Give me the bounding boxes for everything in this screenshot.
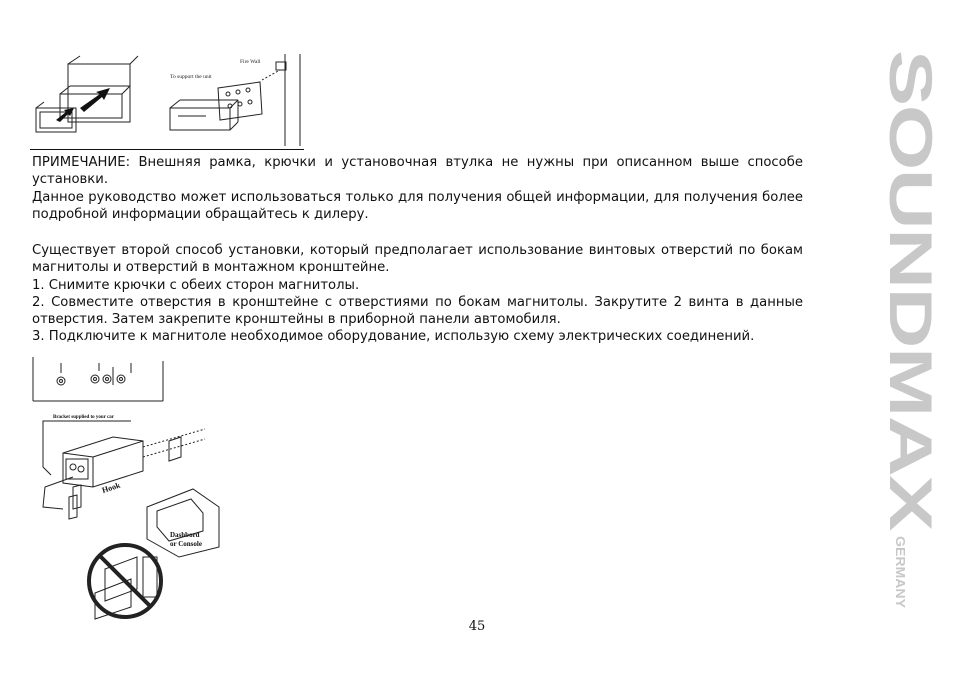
method2-section	[32, 242, 803, 346]
installation-figure-bottom	[33, 357, 218, 625]
figure-divider	[30, 149, 304, 150]
brand-name: SOUNDMAX	[877, 50, 944, 393]
guide-info-paragraph: Данное руководство может использоваться только для получения общей информации, для получения более подробной информации обращайтесь к дилеру.	[32, 190, 803, 223]
soundmax-logo	[836, 46, 944, 610]
brand-sub: GERMANY	[893, 536, 908, 603]
label-hook: Hook	[100, 480, 122, 495]
label-dashboard-line1: Dashbord	[170, 531, 200, 539]
label-fire-wall: Fire Wall	[240, 59, 261, 65]
note-paragraph: ПРИМЕЧАНИЕ: Внешняя рамка, крючки и установочная втулка не нужны при описанном выше способе установки.	[32, 155, 803, 188]
page-number: 45	[468, 619, 486, 634]
installation-figure-top	[30, 50, 306, 150]
label-dashboard-line2: or Console	[170, 540, 202, 548]
method2-step-1: 1. Снимите крючки с обеих сторон магнитолы.	[32, 277, 360, 293]
method2-step-3: 3. Подключите к магнитоле необходимое оборудование, использую схему электрических соединений.	[32, 329, 755, 345]
method2-step-2: 2. Совместите отверстия в кронштейне с отверстиями по бокам магнитолы. Закрутите 2 винта в данные отверстия. Затем закрепите кронштейны в приборной панели автомобиля.	[32, 294, 803, 328]
label-support-unit: To support the unit	[170, 74, 212, 80]
method2-intro: Существует второй способ установки, который предполагает использование винтовых отверстий по бокам магнитолы и отверстий в монтажном кронштейне.	[32, 243, 803, 276]
label-bracket: Bracket supplied to your car	[53, 415, 115, 420]
